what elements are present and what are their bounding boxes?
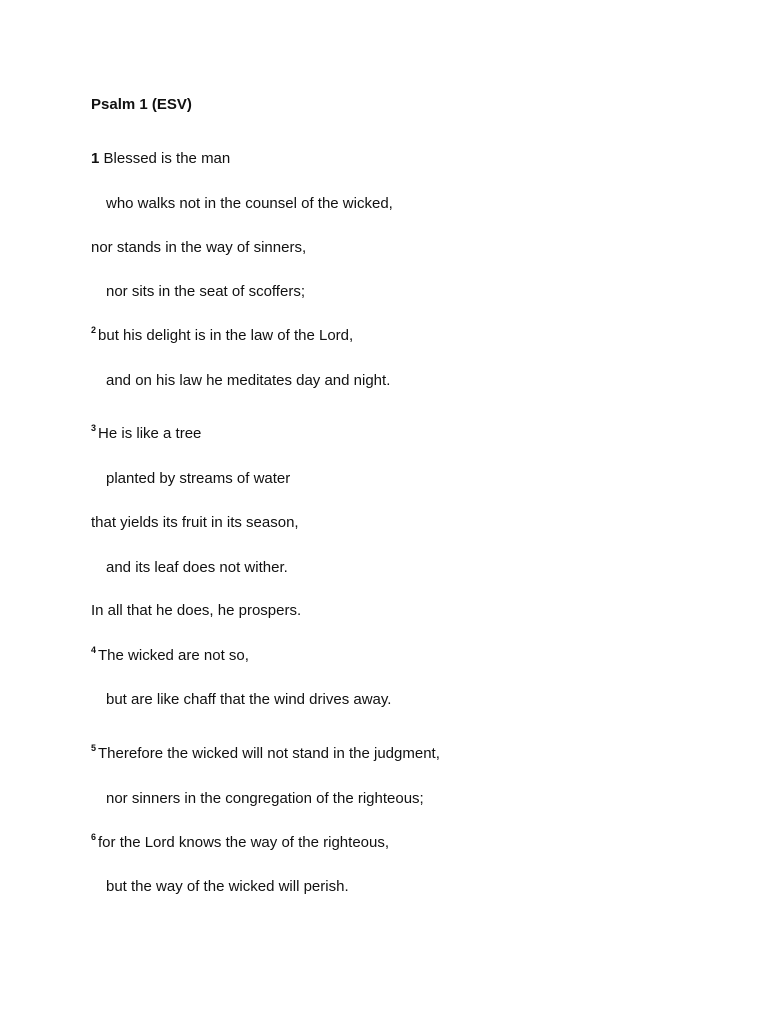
verse-line — [91, 646, 249, 666]
verse-line — [91, 513, 299, 533]
verse-text: Therefore the wicked will not stand in the judgment, — [98, 745, 440, 762]
verse-text: for the Lord knows the way of the righteous, — [98, 834, 390, 851]
verse-number: 2 — [91, 325, 97, 335]
verse-text: The wicked are not so, — [98, 647, 249, 664]
verse-line — [91, 238, 306, 258]
verse-text: He is like a tree — [98, 425, 202, 442]
verse-line — [91, 326, 353, 346]
verse-text: but his delight is in the law of the Lord, — [98, 327, 354, 344]
verse-number: 5 — [91, 743, 97, 753]
verse-number: 1 — [91, 150, 100, 167]
verse-text: planted by streams of water — [106, 470, 291, 487]
verse-line — [106, 789, 424, 809]
verse-line — [106, 877, 349, 897]
verse-line — [106, 371, 390, 391]
verse-text: Blessed is the man — [99, 150, 231, 167]
verse-number: 4 — [91, 645, 97, 655]
verse-text: nor stands in the way of sinners, — [91, 239, 307, 256]
verse-text: In all that he does, he prospers. — [91, 602, 302, 619]
verse-line — [106, 282, 305, 302]
verse-line — [91, 833, 389, 853]
verse-text: but are like chaff that the wind drives away. — [106, 691, 392, 708]
verse-line — [91, 744, 440, 764]
page-title: Psalm 1 (ESV) — [91, 96, 192, 113]
verse-line — [106, 558, 288, 578]
verse-text: that yields its fruit in its season, — [91, 514, 299, 531]
verse-line — [106, 194, 393, 214]
verse-text: but the way of the wicked will perish. — [106, 878, 349, 895]
verse-number: 6 — [91, 832, 97, 842]
verse-line — [106, 690, 391, 710]
verse-text: nor sits in the seat of scoffers; — [106, 283, 305, 300]
verse-text: and on his law he meditates day and night. — [106, 372, 391, 389]
verse-text: who walks not in the counsel of the wicked, — [106, 195, 393, 212]
verse-line — [106, 469, 290, 489]
verse-number: 3 — [91, 423, 97, 433]
verse-text: and its leaf does not wither. — [106, 559, 288, 576]
verse-text: nor sinners in the congregation of the righteous; — [106, 790, 424, 807]
verse-line — [91, 424, 201, 444]
verse-line — [91, 149, 230, 169]
verse-line — [91, 601, 301, 621]
